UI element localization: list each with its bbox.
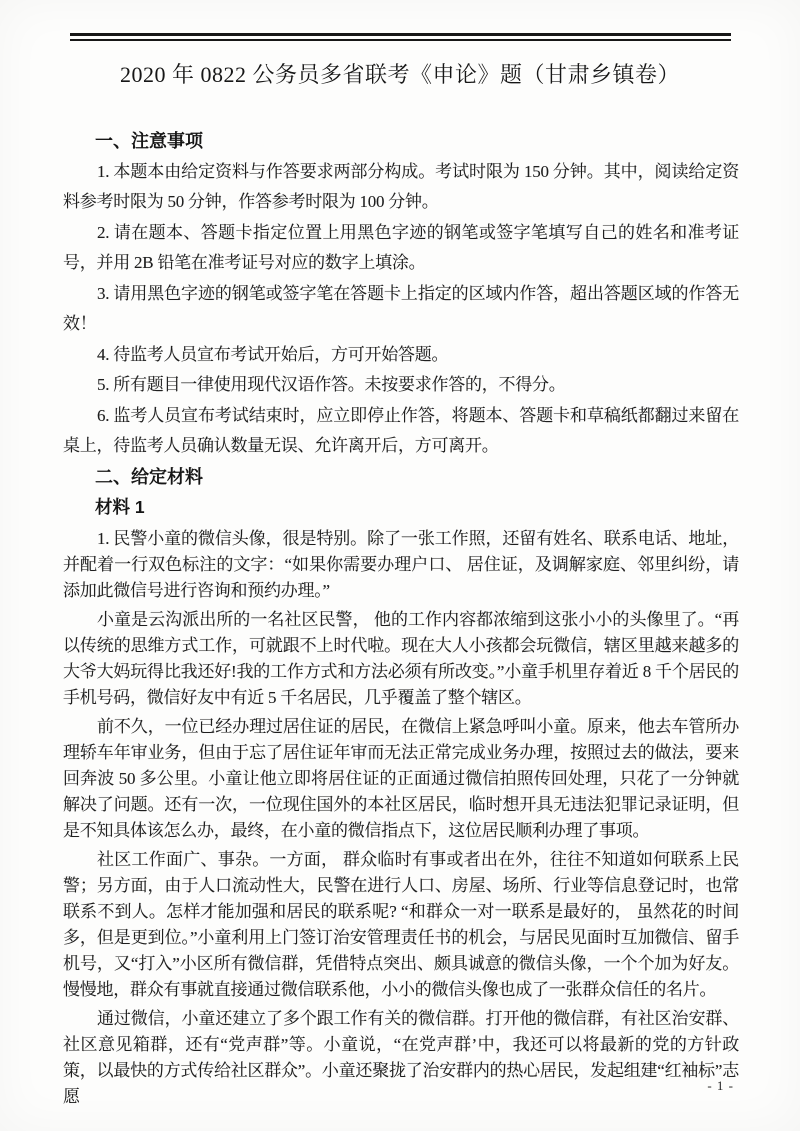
material-1-paragraph-3: 前不久，一位已经办理过居住证的居民，在微信上紧急呼叫小童。原来，他去车管所办理轿车年审业务，但由于忘了居住证年审而无法正常完成业务办理，按照过去的做法，要来回奔波 50 多公里。小童让他立即将居住证的正面通过微信拍照传回处理，只花了一分钟就解决了问题。还有一次，一位现住国外的本社区居民，临时想开具无违法犯罪记录证明，但是不知具体该怎么办，最终，在小童的微信指点下，这位居民顺利办理了事项。 — [63, 716, 739, 840]
notice-item-6: 6. 监考人员宣布考试结束时，应立即停止作答，将题本、答题卡和草稿纸都翻过来留在桌上，待监考人员确认数量无误、允许离开后，方可离开。 — [63, 405, 739, 455]
document-title: 2020 年 0822 公务员多省联考《申论》题（甘肃乡镇卷） — [119, 62, 680, 87]
notice-section-heading: 一、注意事项 — [95, 131, 203, 151]
material-1-paragraph-4: 社区工作面广、事杂。一方面， 群众临时有事或者出在外，往往不知道如何联系上民警；另方面，由于人口流动性大，民警在进行人口、房屋、场所、行业等信息登记时，也常联系不到人。怎样才能加强和居民的联系呢? “和群众一对一联系是最好的， 虽然花的时间多，但是更到位。”小童利用上门签订治安管理责任书的机会，与居民见面时互加微信、留手机号，又“打入”小区所有微信群，凭借特点突出、颇具诚意的微信头像，一个个加为好友。慢慢地，群众有事就直接通过微信联系他，小小的微信头像也成了一张群众信任的名片。 — [63, 849, 739, 999]
material-1-heading: 材料 1 — [95, 497, 145, 517]
notice-item-1: 1. 本题本由给定资料与作答要求两部分构成。考试时限为 150 分钟。其中，阅读给定资料参考时限为 50 分钟，作答参考时限为 100 分钟。 — [63, 161, 739, 211]
header-double-rule — [70, 33, 731, 41]
notice-item-4: 4. 待监考人员宣布考试开始后，方可开始答题。 — [97, 344, 449, 364]
notice-item-3: 3. 请用黑色字迹的钢笔或签字笔在答题卡上指定的区域内作答，超出答题区域的作答无效！ — [63, 283, 739, 333]
notice-item-5: 5. 所有题目一律使用现代汉语作答。未按要求作答的，不得分。 — [97, 375, 566, 394]
document-body — [63, 126, 739, 1110]
page-number: - 1 - — [707, 1078, 734, 1093]
material-1-paragraph-5: 通过微信，小童还建立了多个跟工作有关的微信群。打开他的微信群，有社区治安群、社区意见箱群，还有“党声群”等。小童说，“在党声群’中，我还可以将最新的党的方针政策，以最快的方式传给社区群众”。小童还聚拢了治安群内的热心居民，发起组建“红袖标”志愿 — [63, 1008, 739, 1106]
notice-item-2: 2. 请在题本、答题卡指定位置上用黑色字迹的钢笔或签字笔填写自己的姓名和准考证号，并用 2B 铅笔在准考证号对应的数字上填涂。 — [63, 222, 739, 272]
material-1-paragraph-2: 小童是云沟派出所的一名社区民警， 他的工作内容都浓缩到这张小小的头像里了。“再以传统的思维方式工作，可就跟不上时代啦。现在大人小孩都会玩微信，辖区里越来越多的大爷大妈玩得比我还好!我的工作方式和方法必须有所改变。”小童手机里存着近 8 千个居民的手机号码，微信好友中有近 5 千名居民，几乎覆盖了整个辖区。 — [63, 609, 739, 707]
materials-section-heading: 二、给定材料 — [95, 466, 203, 487]
material-1-paragraph-1: 1. 民警小童的微信头像，很是特别。除了一张工作照，还留有姓名、联系电话、地址，并配着一行双色标注的文字：“如果你需要办理户口、 居住证，及调解家庭、邻里纠纷，请添加此微信号进行咨询和预约办理。” — [63, 528, 739, 600]
